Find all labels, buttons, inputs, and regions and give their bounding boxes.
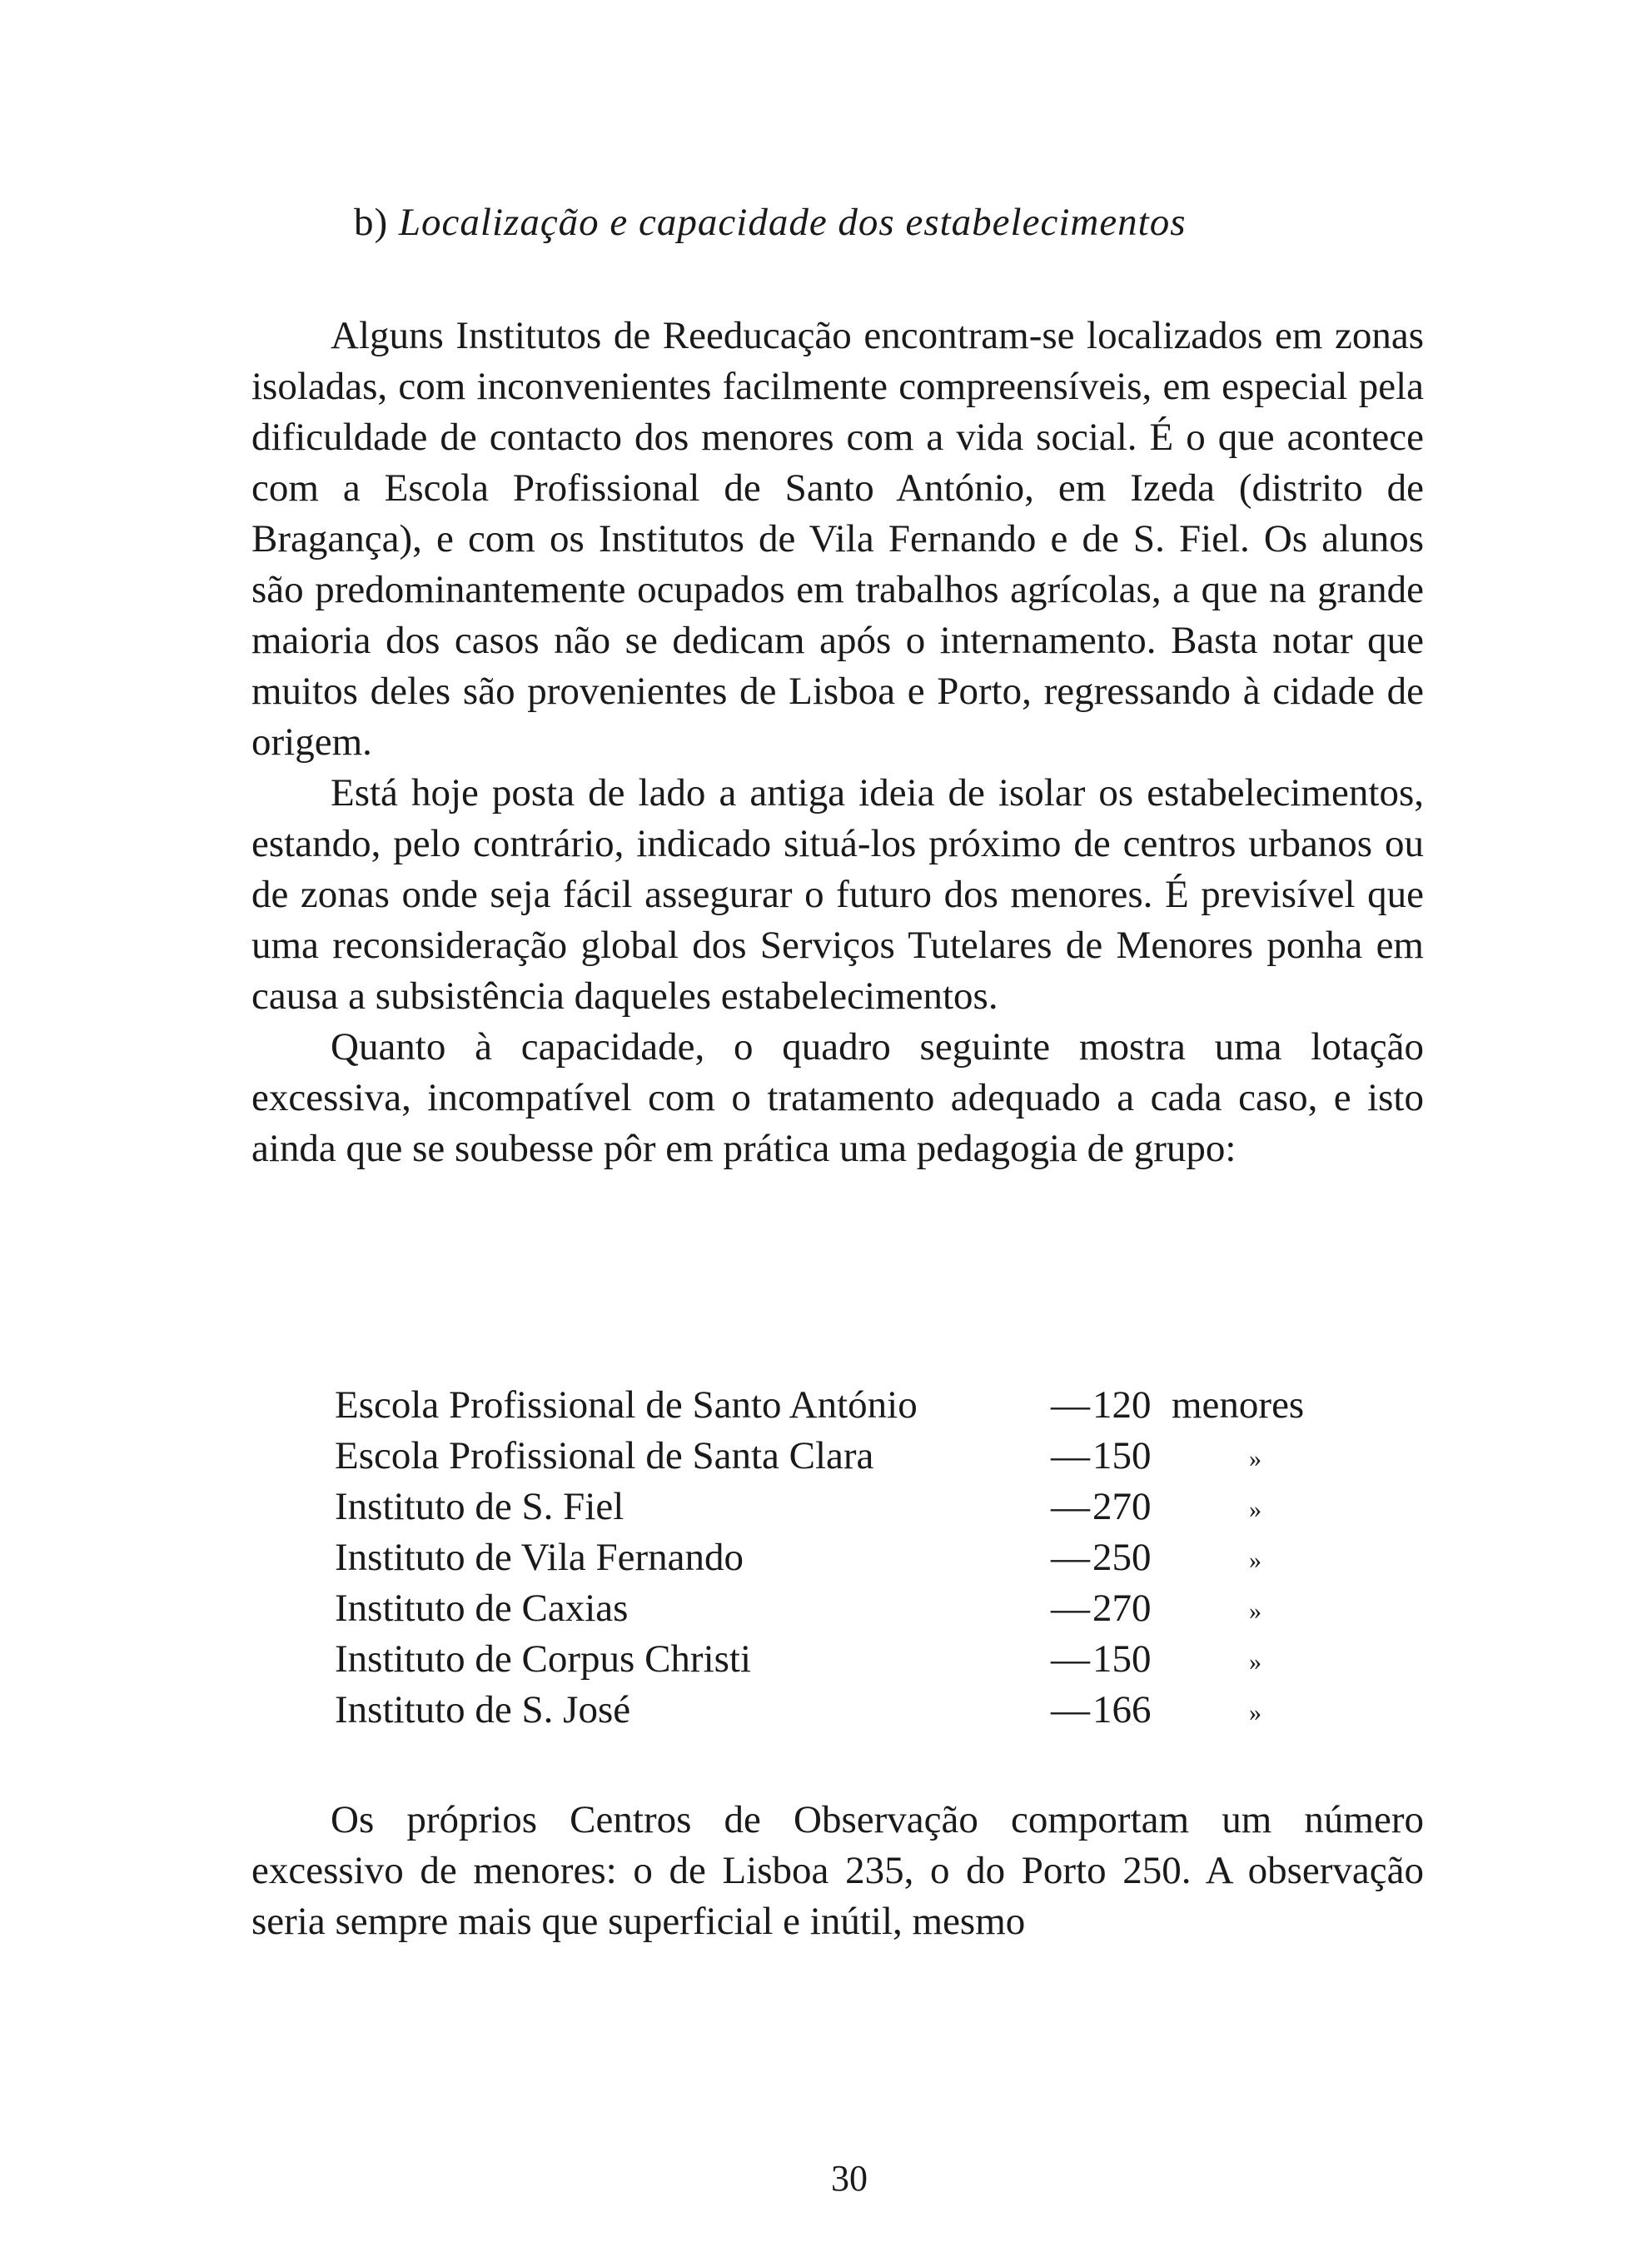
- closing-text: [251, 1795, 1424, 1947]
- table-row: [335, 1433, 1376, 1484]
- dash-separator: —: [1051, 1383, 1090, 1427]
- institution-name: Escola Profissional de Santa Clara: [335, 1434, 874, 1477]
- body-text: [251, 311, 1424, 1174]
- ditto-mark: »: [1249, 1648, 1261, 1676]
- capacity-count: 270: [1092, 1485, 1152, 1528]
- capacity-count: 150: [1092, 1434, 1152, 1477]
- table-row: [335, 1535, 1376, 1586]
- capacity-table: [335, 1383, 1376, 1738]
- capacity-count: 270: [1092, 1587, 1152, 1630]
- institution-name: Instituto de S. Fiel: [335, 1485, 624, 1528]
- dash-separator: —: [1051, 1536, 1090, 1579]
- paragraph-isolated-institutes: Alguns Institutos de Reeducação encontram-se localizados em zonas isoladas, com inconvenientes facilmente compreensíveis, em especial pela dificuldade de contacto dos menores com a vida social. É o que acontece com a Escola Profissional de Santo António, em Izeda (distrito de Bragança), e com os Institutos de Vila Fernando e de S. Fiel. Os alunos são predominantemente ocupados em trabalhos agrícolas, a que na grande maioria dos casos não se dedicam após o internamento. Basta notar que muitos deles são provenientes de Lisboa e Porto, regressando à cidade de origem.: [251, 314, 1424, 764]
- institution-name: Instituto de Caxias: [335, 1587, 629, 1630]
- table-row: [335, 1484, 1376, 1535]
- capacity-count: 250: [1092, 1536, 1152, 1579]
- paragraph-capacity-intro: Quanto à capacidade, o quadro seguinte mostra uma lotação excessiva, incompatível com o tratamento adequado a cada caso, e isto ainda que se soubesse pôr em prática uma pedagogia de grupo:: [251, 1025, 1424, 1170]
- institution-name: Instituto de Vila Fernando: [335, 1536, 744, 1579]
- table-row: [335, 1687, 1376, 1738]
- ditto-mark: »: [1249, 1597, 1261, 1625]
- paragraph-urban-location: Está hoje posta de lado a antiga ideia de isolar os estabelecimentos, estando, pelo contrário, indicado situá-los próximo de centros urbanos ou de zonas onde seja fácil assegurar o futuro dos menores. É previsível que uma reconsideração global dos Serviços Tutelares de Menores ponha em causa a subsistência daqueles estabelecimentos.: [251, 771, 1424, 1018]
- dash-separator: —: [1051, 1587, 1090, 1630]
- dash-separator: —: [1051, 1485, 1090, 1528]
- table-row: [335, 1383, 1376, 1433]
- ditto-mark: »: [1249, 1699, 1261, 1726]
- institution-name: Instituto de Corpus Christi: [335, 1637, 752, 1681]
- section-label: b): [354, 201, 389, 244]
- dash-separator: —: [1051, 1637, 1090, 1681]
- institution-name: Instituto de S. José: [335, 1688, 631, 1731]
- dash-separator: —: [1051, 1688, 1090, 1731]
- paragraph-observation-centres: Os próprios Centros de Observação comportam um número excessivo de menores: o de Lisboa 235, o do Porto 250. A observação seria sempre mais que superficial e inútil, mesmo: [251, 1798, 1424, 1943]
- dash-separator: —: [1051, 1434, 1090, 1477]
- ditto-mark: »: [1249, 1496, 1261, 1523]
- ditto-mark: »: [1249, 1445, 1261, 1472]
- table-row: [335, 1586, 1376, 1637]
- institution-name: Escola Profissional de Santo António: [335, 1383, 918, 1427]
- capacity-count: 120: [1092, 1383, 1152, 1427]
- ditto-mark: »: [1249, 1547, 1261, 1574]
- section-heading: [354, 200, 1187, 245]
- section-title: Localização e capacidade dos estabelecimentos: [398, 201, 1187, 244]
- unit-label: menores: [1172, 1383, 1305, 1427]
- capacity-count: 150: [1092, 1637, 1152, 1681]
- table-row: [335, 1637, 1376, 1687]
- page-number: 30: [831, 2158, 868, 2199]
- capacity-count: 166: [1092, 1688, 1152, 1731]
